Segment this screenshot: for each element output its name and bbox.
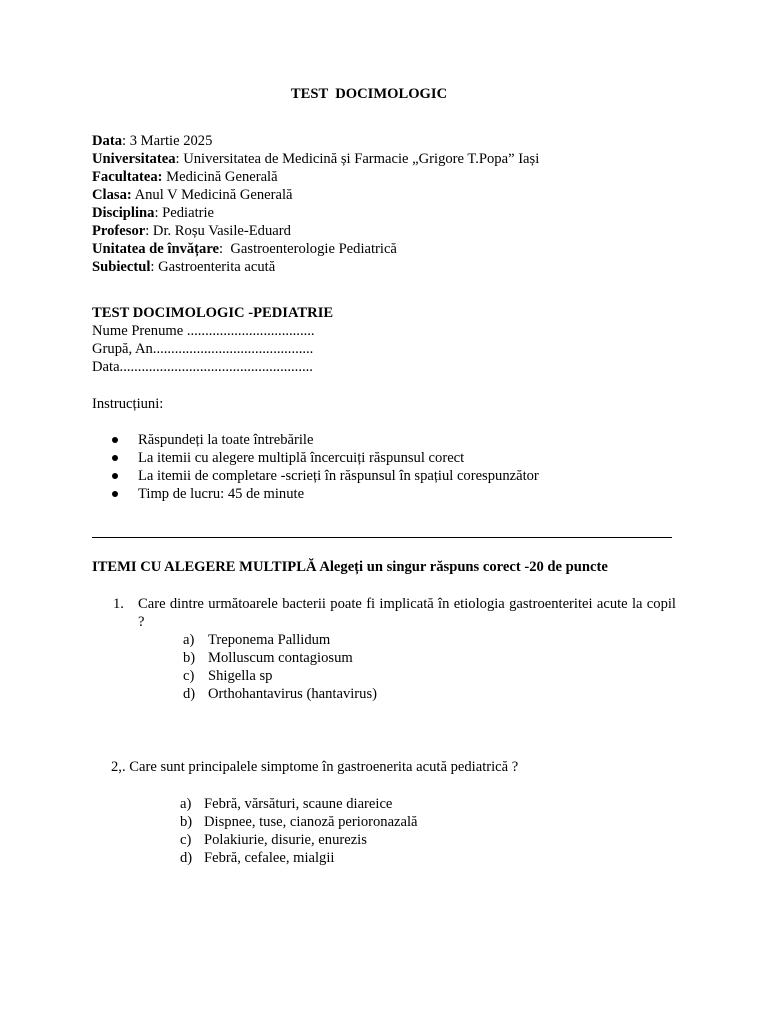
answer-option[interactable]: [183, 667, 377, 685]
info-faculty: [92, 168, 539, 186]
info-label: Clasa:: [92, 187, 132, 203]
instruction-text: Timp de lucru: 45 de minute: [138, 486, 305, 502]
instruction-item: [110, 467, 539, 485]
option-text: Treponema Pallidum: [208, 632, 331, 648]
info-label: Profesor: [92, 223, 146, 239]
info-label: Subiectul: [92, 259, 151, 275]
answer-option[interactable]: [180, 795, 418, 813]
answer-option[interactable]: [183, 685, 377, 703]
horizontal-divider: [92, 537, 672, 538]
info-professor: [92, 222, 539, 240]
group-field: Grupă, An............................................: [92, 341, 314, 357]
info-subject: [92, 258, 539, 276]
info-class: [92, 186, 539, 204]
answer-option[interactable]: [180, 813, 418, 831]
instruction-item: [110, 431, 539, 449]
option-letter: a): [180, 796, 192, 812]
answer-option[interactable]: [180, 849, 418, 867]
instruction-text: La itemii cu alegere multiplă încercuiți răspunsul corect: [138, 450, 465, 466]
info-label: Facultatea:: [92, 169, 163, 185]
info-date: [92, 132, 539, 150]
course-info: [92, 132, 539, 276]
info-university: [92, 150, 539, 168]
date-field: Data.....................................................: [92, 359, 313, 375]
answer-option[interactable]: [180, 831, 418, 849]
question-1: [113, 595, 676, 631]
info-value: : Dr. Roșu Vasile-Eduard: [145, 223, 291, 239]
instructions-heading: [92, 395, 163, 413]
instructions-list: [110, 431, 539, 503]
instruction-text: Răspundeți la toate întrebările: [138, 432, 314, 448]
info-value: Medicină Generală: [162, 169, 278, 185]
option-letter: c): [180, 832, 192, 848]
option-text: Orthohantavirus (hantavirus): [208, 686, 377, 702]
option-letter: c): [183, 668, 195, 684]
info-value: : Universitatea de Medicină și Farmacie „Grigore T.Popa” Iași: [175, 151, 540, 167]
bullet-icon: [112, 437, 118, 443]
test-header: [92, 304, 333, 376]
info-value: Anul V Medicină Generală: [131, 187, 293, 203]
bullet-icon: [112, 455, 118, 461]
question-number: 1.: [113, 596, 124, 612]
question-2-text: 2,. Care sunt principalele simptome în gastroenerita acută pediatrică ?: [111, 759, 519, 775]
option-text: Shigella sp: [208, 668, 273, 684]
option-letter: b): [180, 814, 193, 830]
info-discipline: [92, 204, 539, 222]
answer-option[interactable]: [183, 631, 377, 649]
instructions-heading-text: Instrucțiuni:: [92, 396, 164, 412]
bullet-icon: [112, 473, 118, 479]
option-letter: a): [183, 632, 195, 648]
question-2-options: [180, 795, 418, 867]
info-label: Data: [92, 133, 122, 149]
option-letter: b): [183, 650, 196, 666]
option-text: Dispnee, tuse, cianoză perioronazală: [204, 814, 418, 830]
info-value: : 3 Martie 2025: [122, 133, 213, 149]
instruction-text: La itemii de completare -scrieți în răspunsul în spațiul corespunzător: [138, 468, 539, 484]
bullet-icon: [112, 491, 118, 497]
section-title: ITEMI CU ALEGERE MULTIPLĂ Alegeți un singur răspuns corect -20 de puncte: [92, 559, 608, 575]
info-value: : Gastroenterita acută: [150, 259, 276, 275]
option-letter: d): [180, 850, 193, 866]
option-text: Polakiurie, disurie, enurezis: [204, 832, 367, 848]
info-label: Disciplina: [92, 205, 155, 221]
name-field: Nume Prenume ...................................: [92, 323, 315, 339]
instruction-item: [110, 449, 539, 467]
option-text: Febră, vărsături, scaune diareice: [204, 796, 393, 812]
document-title: TEST DOCIMOLOGIC: [290, 86, 448, 102]
question-1-options: [183, 631, 377, 703]
option-text: Febră, cefalee, mialgii: [204, 850, 335, 866]
info-label: Unitatea de învățare: [92, 241, 220, 257]
option-text: Molluscum contagiosum: [208, 650, 353, 666]
info-learning-unit: [92, 240, 539, 258]
instruction-item: [110, 485, 539, 503]
test-header-title: TEST DOCIMOLOGIC -PEDIATRIE: [92, 305, 334, 321]
info-label: Universitatea: [92, 151, 176, 167]
info-value: : Gastroenterologie Pediatrică: [219, 241, 397, 257]
option-letter: d): [183, 686, 196, 702]
answer-option[interactable]: [183, 649, 377, 667]
question-text: Care dintre următoarele bacterii poate fi implicată în etiologia gastroenteritei acute la copil ?: [138, 596, 676, 630]
info-value: : Pediatrie: [154, 205, 215, 221]
